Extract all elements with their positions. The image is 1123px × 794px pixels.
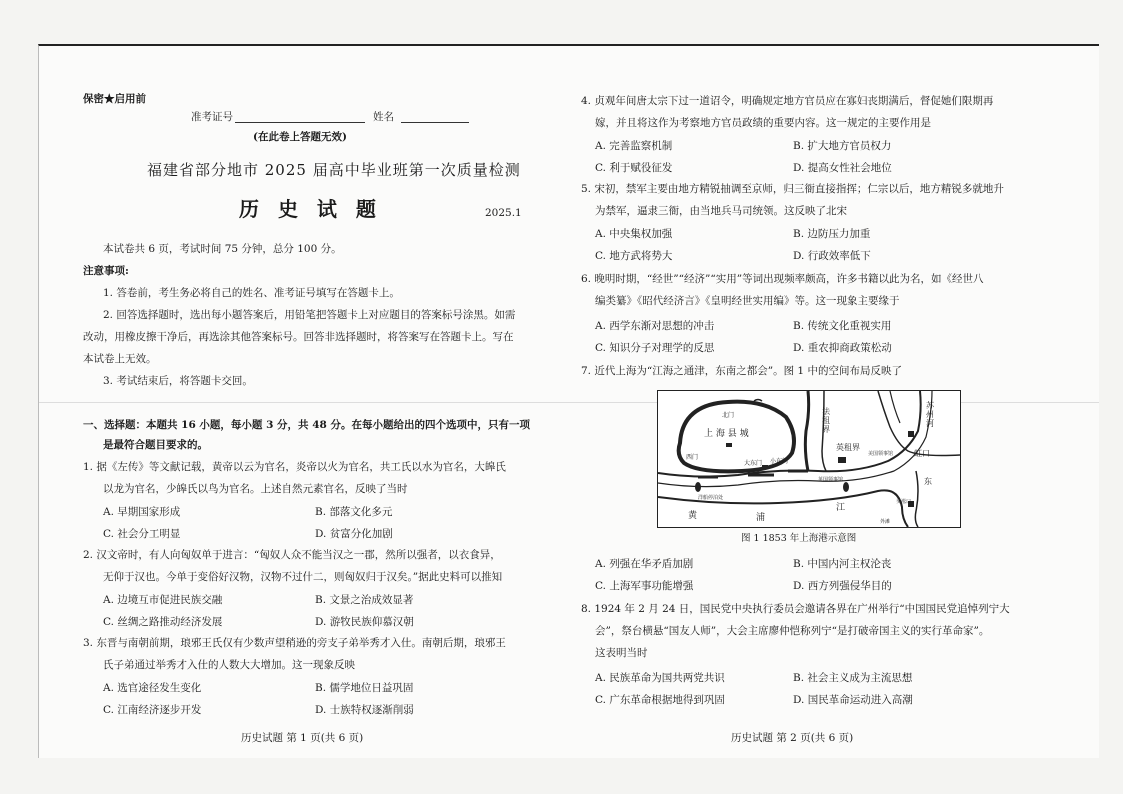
section-heading-cont: 是最符合题目要求的。 <box>103 439 208 451</box>
q6-stem-a: 6. 晚明时期，“经世”“经济”“实用”等词出现频率颇高，许多书籍以此为名，如《经世八 <box>581 273 984 285</box>
q3-stem-b: 氏子弟通过举秀才入仕的人数大大增加。这一现象反映 <box>103 659 355 671</box>
map-label-bund: 外滩 <box>880 519 891 525</box>
section-heading: 一、选择题：本题共 16 小题，每小题 3 分，共 48 分。在每小题给出的四个选项中，只有一项 <box>83 419 530 431</box>
q5-option-a[interactable]: A. 中央集权加强 <box>595 228 673 240</box>
q2-option-b[interactable]: B. 文景之治成效显著 <box>315 594 414 606</box>
q4-stem-b: 嫁，并且将这作为考察地方官员政绩的重要内容。这一规定的主要作用是 <box>595 117 931 129</box>
map-label-huangpu: 黄 <box>688 511 698 521</box>
map-label-french-concession: 法租界 <box>822 407 830 434</box>
exam-title: 福建省部分地市 2025 届高中毕业班第一次质量检测 <box>147 161 521 179</box>
q7-option-a[interactable]: A. 列强在华矛盾加剧 <box>595 558 694 570</box>
note-2b: 改动，用橡皮擦干净后，再选涂其他答案标号。回答非选择题时，将答案写在答题卡上。写在 <box>83 331 514 343</box>
q6-option-c[interactable]: C. 知识分子对理学的反思 <box>595 342 715 354</box>
q7-option-c[interactable]: C. 上海军事功能增强 <box>595 580 694 592</box>
shanghai-port-map <box>657 390 961 528</box>
map-label-pu: 浦 <box>756 513 766 523</box>
q3-option-a[interactable]: A. 选官途径发生变化 <box>103 682 202 694</box>
note-2c: 本试卷上无效。 <box>83 353 157 365</box>
q5-option-c[interactable]: C. 地方武将势大 <box>595 250 673 262</box>
q6-option-a[interactable]: A. 西学东渐对思想的冲击 <box>595 320 715 332</box>
map-label-wusong: 吴淞口 <box>896 499 912 505</box>
name-label: 姓名 <box>373 111 394 123</box>
q6-stem-b: 编类纂》《昭代经济言》《皇明经世实用编》等。这一现象主要缘于 <box>595 295 900 307</box>
q6-option-d[interactable]: D. 重农抑商政策松动 <box>793 342 892 354</box>
q3-stem-a: 3. 东晋与南朝前期，琅邪王氏仅有少数声望稍逊的旁支子弟举秀才入仕。南朝后期，琅邪王 <box>83 637 506 649</box>
confidential-label: 保密★启用前 <box>83 93 146 105</box>
q3-option-c[interactable]: C. 江南经济逐步开发 <box>103 704 202 716</box>
exam-id-blank[interactable] <box>235 122 365 123</box>
map-label-west-gate: 西门 <box>686 454 699 461</box>
q2-option-a[interactable]: A. 边境互市促进民族交融 <box>103 594 223 606</box>
q4-option-b[interactable]: B. 扩大地方官员权力 <box>793 140 892 152</box>
map-label-jiang: 江 <box>836 503 846 513</box>
q5-stem-b: 为禁军，逼隶三衙，由当地兵马司统领。这反映了北宋 <box>595 205 847 217</box>
invalid-note: (在此卷上答题无效) <box>253 131 347 143</box>
q8-option-b[interactable]: B. 社会主义成为主流思想 <box>793 672 913 684</box>
note-3: 3. 考试结束后，将答题卡交回。 <box>103 375 253 387</box>
map-label-us-consulate: 美国领事馆 <box>868 451 894 457</box>
note-1: 1. 答卷前，考生务必将自己的姓名、准考证号填写在答题卡上。 <box>103 287 400 299</box>
name-blank[interactable] <box>401 122 469 123</box>
exam-date: 2025.1 <box>485 207 522 219</box>
q2-stem-a: 2. 汉文帝时，有人向匈奴单于进言：“匈奴人众不能当汉之一郡，然所以强者，以衣食异， <box>83 549 501 561</box>
q5-stem-a: 5. 宋初，禁军主要由地方精锐抽调至京师，归三衙直接指挥；仁宗以后，地方精锐多就地升 <box>581 183 1004 195</box>
subject-title: 历 史 试 题 <box>239 197 382 221</box>
map-label-suzhou-river: 苏州河 <box>926 401 934 428</box>
q8-option-c[interactable]: C. 广东革命根据地得到巩固 <box>595 694 725 706</box>
q1-option-a[interactable]: A. 早期国家形成 <box>103 506 181 518</box>
q2-option-c[interactable]: C. 丝绸之路推动经济发展 <box>103 616 223 628</box>
map-label-small-east-gate: 小东门 <box>770 458 789 465</box>
q8-stem-b: 会”，祭台横悬“国友人师”，大会主席廖仲恺称列宁“是打破帝国主义的实行革命家”。 <box>595 625 990 637</box>
intro-text: 本试卷共 6 页，考试时间 75 分钟，总分 100 分。 <box>103 243 342 255</box>
page-footer-right: 历史试题 第 2 页(共 6 页) <box>731 732 854 744</box>
map-label-north-gate: 北门 <box>722 412 735 419</box>
map-label-east: 东 <box>924 477 932 486</box>
map-label-city: 上 海 县 城 <box>704 429 749 439</box>
map-label-big-east-gate: 大东门 <box>744 460 763 467</box>
q1-stem-a: 1. 据《左传》等文献记载，黄帝以云为官名，炎帝以火为官名，共工氏以水为官名，大皞氏 <box>83 461 506 473</box>
q3-option-d[interactable]: D. 士族特权逐渐削弱 <box>315 704 414 716</box>
map-label-hongkou: 虹口 <box>914 449 930 458</box>
q2-stem-b: 无仰于汉也。今单于变俗好汉物，汉物不过什二，则匈奴归于汉矣。”据此史料可以推知 <box>103 571 503 583</box>
q1-option-d[interactable]: D. 贫富分化加剧 <box>315 528 393 540</box>
map-label-consulate: 英国领事馆 <box>818 477 844 483</box>
q4-stem-a: 4. 贞观年间唐太宗下过一道诏令，明确规定地方官员应在寡妇丧期满后，督促她们限期再 <box>581 95 994 107</box>
q5-option-d[interactable]: D. 行政效率低下 <box>793 250 871 262</box>
q5-option-b[interactable]: B. 边防压力加重 <box>793 228 871 240</box>
q2-option-d[interactable]: D. 游牧民族仰慕汉朝 <box>315 616 414 628</box>
figure-caption: 图 1 1853 年上海港示意图 <box>741 533 857 544</box>
notes-heading: 注意事项: <box>83 265 129 277</box>
q6-option-b[interactable]: B. 传统文化重视实用 <box>793 320 892 332</box>
q7-stem: 7. 近代上海为“江海之通津，东南之都会”。图 1 中的空间布局反映了 <box>581 365 902 377</box>
exam-sheet <box>38 44 1099 758</box>
q3-option-b[interactable]: B. 儒学地位日益巩固 <box>315 682 414 694</box>
q7-option-b[interactable]: B. 中国内河主权沦丧 <box>793 558 892 570</box>
map-label-british-concession: 英租界 <box>836 443 860 452</box>
q1-stem-b: 以龙为官名，少皞氏以鸟为官名。上述自然元素官名，反映了当时 <box>103 483 408 495</box>
q1-option-b[interactable]: B. 部落文化多元 <box>315 506 393 518</box>
q7-option-d[interactable]: D. 西方列强侵华目的 <box>793 580 892 592</box>
q8-option-d[interactable]: D. 国民革命运动进入高潮 <box>793 694 913 706</box>
q8-stem-c: 这表明当时 <box>595 647 648 659</box>
yangjingbang-creek <box>805 391 808 471</box>
q8-option-a[interactable]: A. 民族革命为国共两党共识 <box>595 672 725 684</box>
q4-option-d[interactable]: D. 提高女性社会地位 <box>793 162 892 174</box>
page-footer-left: 历史试题 第 1 页(共 6 页) <box>241 732 364 744</box>
q8-stem-a: 8. 1924 年 2 月 24 日，国民党中央执行委员会邀请各界在广州举行“中国国民党追悼列宁大 <box>581 603 1010 615</box>
q1-option-c[interactable]: C. 社会分工明显 <box>103 528 181 540</box>
map-label-ships: 洋船停泊处 <box>698 495 724 501</box>
note-2a: 2. 回答选择题时，选出每小题答案后，用铅笔把答题卡上对应题目的答案标号涂黑。如需 <box>103 309 516 321</box>
q4-option-c[interactable]: C. 利于赋役征发 <box>595 162 673 174</box>
exam-id-label: 准考证号 <box>191 111 233 123</box>
q4-option-a[interactable]: A. 完善监察机制 <box>595 140 673 152</box>
